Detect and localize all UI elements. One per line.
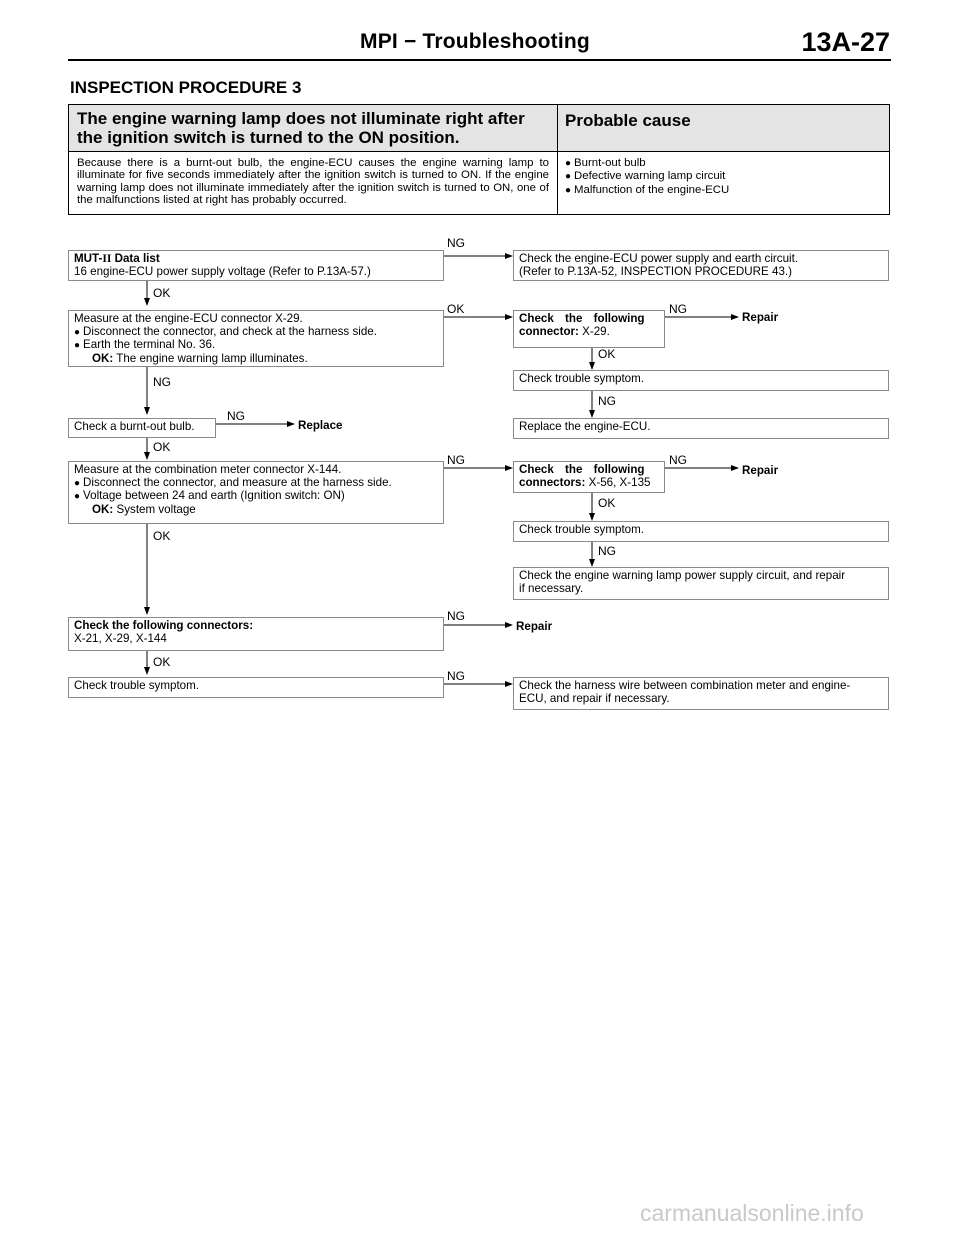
list-item: ● Burnt-out bulb <box>565 157 646 169</box>
flow-box-check-connectors: Check the following connectors: X-56, X-135 <box>513 461 665 493</box>
label-ok: OK <box>153 286 171 300</box>
flow-box-trouble-symptom: Check trouble symptom. <box>513 370 889 391</box>
repair-label: Repair <box>742 464 779 477</box>
list-item: ● Defective warning lamp circuit <box>565 170 726 183</box>
repair-label: Repair <box>742 311 779 324</box>
label-ng: NG <box>447 453 465 467</box>
flow-box-burnt-bulb: Check a burnt-out bulb. <box>68 418 216 438</box>
label-ng: NG <box>669 302 687 316</box>
label-ng: NG <box>227 409 245 423</box>
replace-label: Replace <box>298 419 343 432</box>
flow-box-trouble-symptom: Check trouble symptom. <box>513 521 889 542</box>
flow-box-check-connector: Check the following connector: X-29. <box>513 310 665 348</box>
watermark: carmanualsonline.info <box>640 1200 864 1226</box>
symptom-description: Because there is a burnt-out bulb, the engine-ECU causes the engine warning lamp to illuminate for five seconds immediately after the ignition switch is turned to ON. If the engine warning lamp does not illuminate immediately after the ignition switch is turned to ON, one of the malfunctions listed at right has probably occurred. <box>77 157 549 206</box>
flow-box-data-list: MUT-II Data list 16 engine-ECU power supply voltage (Refer to P.13A-57.) <box>68 250 444 281</box>
list-item: ● Malfunction of the engine-ECU <box>565 183 730 196</box>
label-ng: NG <box>447 236 465 250</box>
label-ok: OK <box>153 655 171 669</box>
label-ok: OK <box>153 440 171 454</box>
label-ng: NG <box>598 394 616 408</box>
page-number: 13A-27 <box>801 27 890 57</box>
flow-box-meter-connector: Measure at the combination meter connector X-144. ● Disconnect the connector, and measure at the harness side. ● Voltage between 24 and earth (Ignition switch: ON) OK: System voltage <box>68 461 444 524</box>
repair-label: Repair <box>516 620 553 633</box>
section-title: MPI − Troubleshooting <box>360 30 590 53</box>
label-ng: NG <box>153 375 171 389</box>
symptom-title: The engine warning lamp does not illuminate right after the ignition switch is turned to the ON position. <box>77 109 525 147</box>
flow-box-check-connectors-final: Check the following connectors: X-21, X-29, X-144 <box>68 617 444 651</box>
label-ng: NG <box>447 669 465 683</box>
flow-box-lamp-circuit: Check the engine warning lamp power supply circuit, and repair if necessary. <box>513 567 889 600</box>
label-ok: OK <box>598 496 616 510</box>
flow-box-ecu-connector: Measure at the engine-ECU connector X-29. ● Disconnect the connector, and check at the harness side. ● Earth the terminal No. 36. OK: The engine warning lamp illuminates. <box>68 310 444 367</box>
label-ok: OK <box>598 347 616 361</box>
flow-box-harness-wire: Check the harness wire between combination meter and engine- ECU, and repair if necessary. <box>513 677 889 710</box>
label-ok: OK <box>447 302 465 316</box>
flow-box-replace-ecu: Replace the engine-ECU. <box>513 418 889 439</box>
probable-cause-heading: Probable cause <box>565 111 691 130</box>
flow-box-trouble-symptom-final: Check trouble symptom. <box>68 677 444 698</box>
flow-box-power-supply: Check the engine-ECU power supply and earth circuit. (Refer to P.13A-52, INSPECTION PROCEDURE 43.) <box>513 250 889 281</box>
label-ng: NG <box>447 609 465 623</box>
procedure-title: INSPECTION PROCEDURE 3 <box>70 78 302 97</box>
label-ok: OK <box>153 529 171 543</box>
label-ng: NG <box>669 453 687 467</box>
label-ng: NG <box>598 544 616 558</box>
